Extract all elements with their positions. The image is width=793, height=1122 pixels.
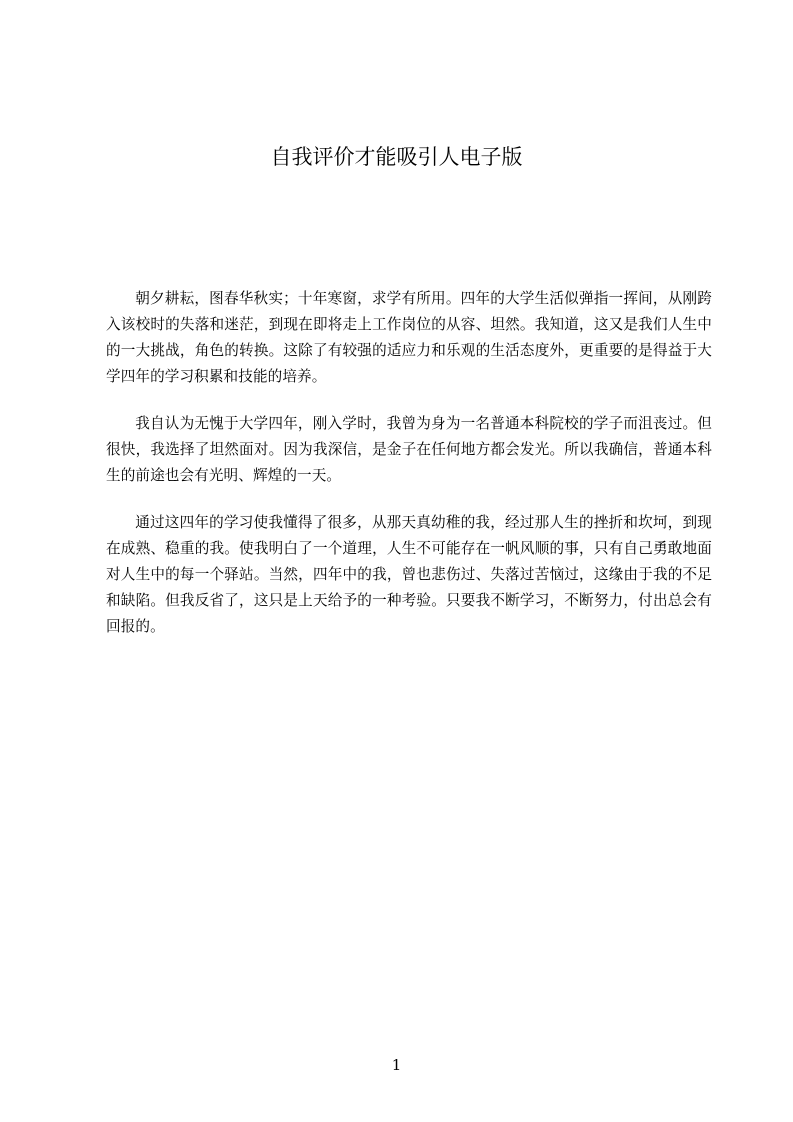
paragraph-1: 朝夕耕耘，图春华秋实；十年寒窗，求学有所用。四年的大学生活似弹指一挥间，从刚跨入该校时的失落和迷茫，到现在即将走上工作岗位的从容、坦然。我知道，这又是我们人生中的一大挑战，角色的转换。这除了有较强的适应力和乐观的生活态度外，更重要的是得益于大学四年的学习积累和技能的培养。 — [106, 290, 712, 385]
paragraph-2: 我自认为无愧于大学四年，刚入学时，我曾为身为一名普通本科院校的学子而沮丧过。但很快，我选择了坦然面对。因为我深信，是金子在任何地方都会发光。所以我确信，普通本科生的前途也会有光明、辉煌的一天。 — [106, 415, 712, 484]
page-number: 1 — [391, 1056, 402, 1074]
document-title: 自我评价才能吸引人电子版 — [270, 145, 523, 169]
document-body — [106, 286, 712, 661]
paragraph-3: 通过这四年的学习使我懂得了很多，从那天真幼稚的我，经过那人生的挫折和坎坷，到现在成熟、稳重的我。使我明白了一个道理，人生不可能存在一帆风顺的事，只有自己勇敢地面对人生中的每一个驿站。当然，四年中的我，曾也悲伤过、失落过苦恼过，这缘由于我的不足和缺陷。但我反省了，这只是上天给予的一种考验。只要我不断学习，不断努力，付出总会有回报的。 — [106, 514, 712, 635]
